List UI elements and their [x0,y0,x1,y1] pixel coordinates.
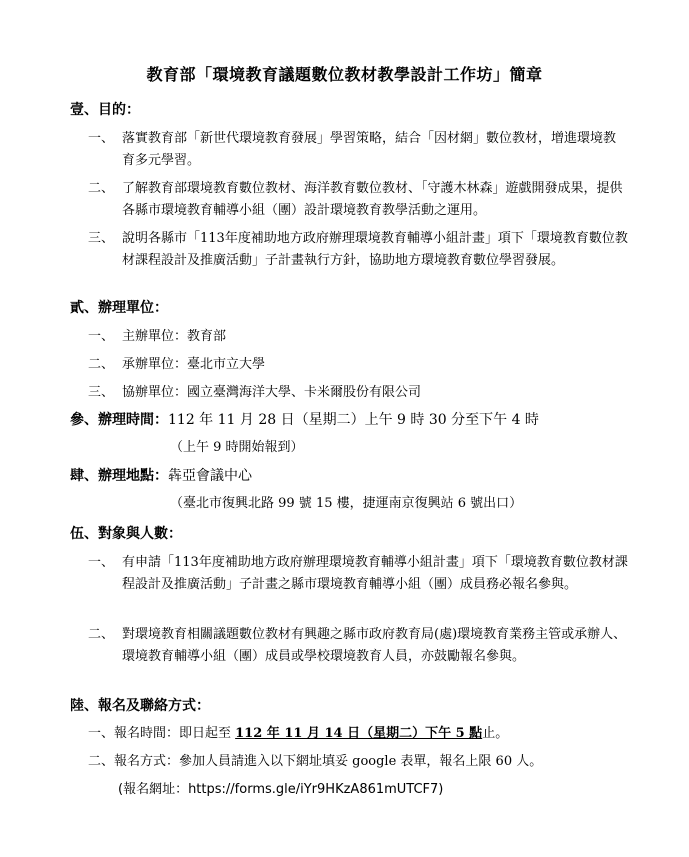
section-registration-heading: 陸、報名及聯絡方式： [70,698,210,714]
section-organizer-heading: 貳、辦理單位： [70,300,168,316]
organizer-item-2 [88,354,628,376]
venue-note: （臺北市復興北路 99 號 15 樓，捷運南京復興站 6 號出口） [170,496,523,511]
document-title: 教育部「環境教育議題數位教材教學設計工作坊」簡章 [146,65,543,84]
organizer-item-1 [88,326,628,348]
item-number: 二、 [88,181,115,196]
purpose-item-2 [88,178,628,222]
purpose-item-3 [88,228,628,272]
purpose-item-1 [88,128,628,172]
section-participants-heading: 伍、對象與人數： [70,526,182,542]
item-number: 一、 [88,555,115,570]
venue-value: 犇亞會議中心 [168,468,252,484]
registration-time-suffix: 止。 [482,726,509,741]
item-number: 一、 [88,329,115,344]
registration-time-prefix: 一、報名時間：即日起至 [88,726,236,741]
item-text: 協辦單位：國立臺灣海洋大學、卡米爾股份有限公司 [122,385,422,400]
item-number: 三、 [88,385,115,400]
item-text: 主辦單位：教育部 [122,329,227,344]
registration-url[interactable]: (報名網址：https://forms.gle/iYr9HKzA861mUTCF7) [118,782,444,797]
item-number: 二、 [88,627,115,642]
registration-method: 二、報名方式：參加人員請進入以下網址填妥 google 表單，報名上限 60 人。 [88,754,543,769]
venue-heading-label: 肆、辦理地點： [70,468,168,484]
section-time-heading [70,410,539,430]
time-value: 112 年 11 月 28 日（星期二）上午 9 時 30 分至下午 4 時 [168,412,539,428]
organizer-item-3 [88,382,628,404]
item-number: 一、 [88,131,115,146]
time-heading-label: 參、辦理時間： [70,412,168,428]
item-text: 了解教育部環境教育數位教材、海洋教育數位教材、「守護木林森」遊戲開發成果，提供各縣市環境教育輔導小組（團）設計環境教育教學活動之運用。 [122,181,623,218]
time-note: （上午 9 時開始報到） [170,440,304,455]
section-venue-heading [70,466,252,486]
item-text: 對環境教育相關議題數位教材有興趣之縣市政府教育局(處)環境教育業務主管或承辦人、環境教育輔導小組（團）成員或學校環境教育人員，亦鼓勵報名參與。 [122,627,627,664]
item-text: 落實教育部「新世代環境教育發展」學習策略，結合「因材網」數位教材，增進環境教育多元學習。 [122,131,617,168]
item-number: 二、 [88,357,115,372]
item-text: 有申請「113年度補助地方政府辦理環境教育輔導小組計畫」項下「環境教育數位教材課程設計及推廣活動」子計畫之縣市環境教育輔導小組（團）成員務必報名參與。 [122,555,628,592]
participants-item-1 [88,552,628,596]
item-text: 承辦單位：臺北市立大學 [122,357,266,372]
item-text: 說明各縣市「113年度補助地方政府辦理環境教育輔導小組計畫」項下「環境教育數位教材課程設計及推廣活動」子計畫執行方針，協助地方環境教育數位學習發展。 [122,231,628,268]
registration-time [88,724,508,744]
item-number: 三、 [88,231,115,246]
participants-item-2 [88,624,628,668]
section-purpose-heading: 壹、目的： [70,102,140,118]
registration-deadline: 112 年 11 月 14 日（星期二）下午 5 點 [235,726,483,741]
